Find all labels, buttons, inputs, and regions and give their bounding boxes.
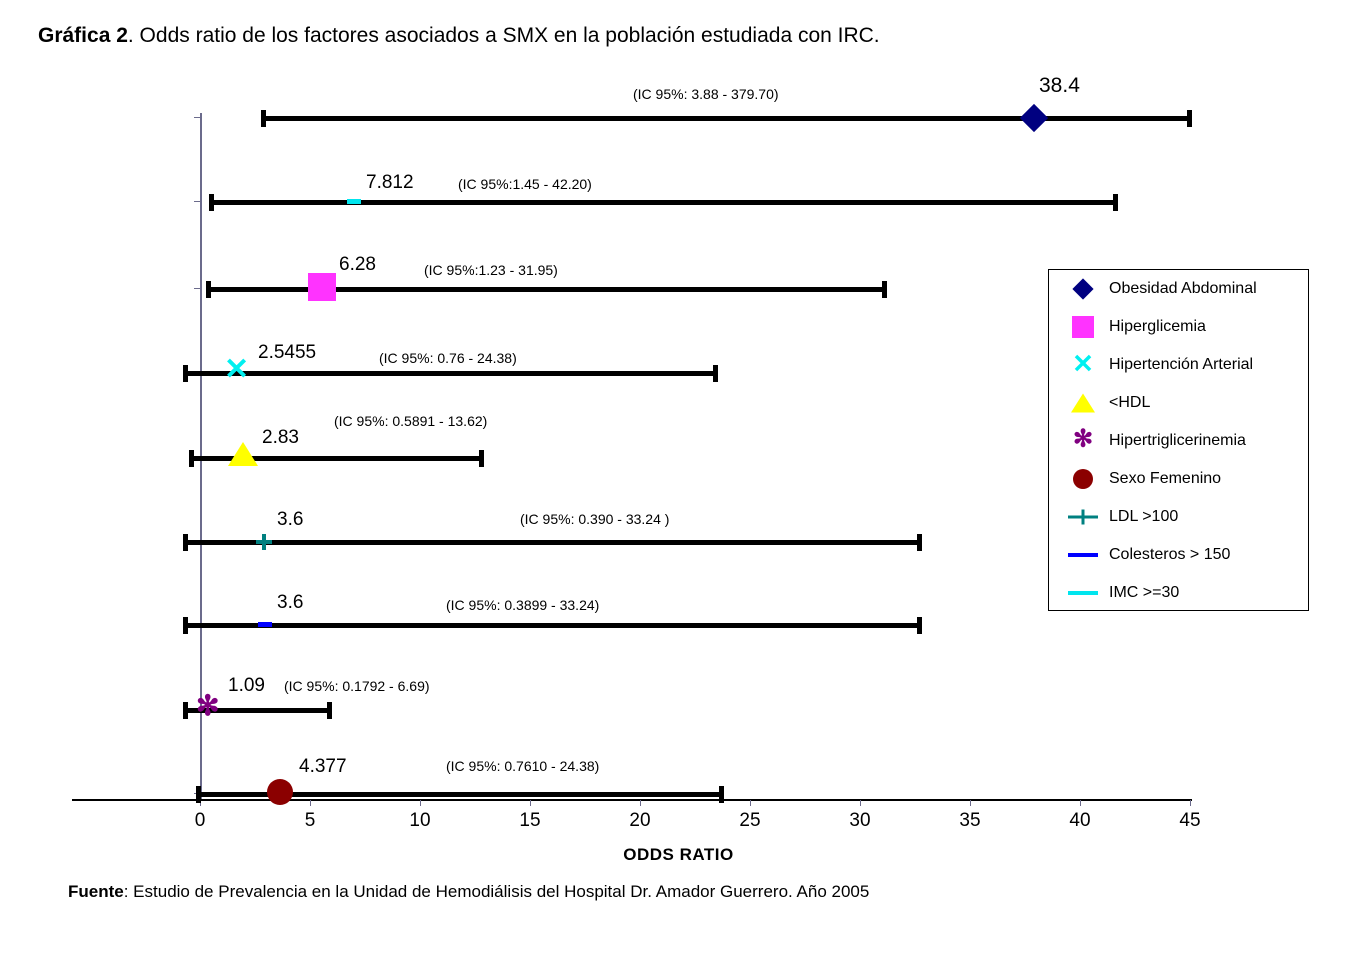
ci-label: (IC 95%: 0.5891 - 13.62) <box>334 413 488 429</box>
x-axis-title: ODDS RATIO <box>623 845 734 864</box>
y-axis-tick <box>194 288 201 289</box>
circle-icon <box>1057 460 1109 498</box>
x-tick-label: 20 <box>629 810 651 831</box>
ci-cap-low <box>206 281 211 298</box>
ci-cap-high <box>479 450 484 467</box>
ci-cap-high <box>917 534 922 551</box>
value-label: 4.377 <box>299 756 347 777</box>
ci-cap-low <box>196 786 201 803</box>
x-axis-tick <box>1190 800 1191 806</box>
x-axis-tick <box>420 800 421 806</box>
value-label: 1.09 <box>228 675 265 696</box>
x-axis-tick <box>970 800 971 806</box>
x-tick-label: 5 <box>304 810 316 831</box>
legend-item-label: Hipertención Arterial <box>1109 356 1254 373</box>
value-label: 3.6 <box>277 509 304 530</box>
ci-cap-low <box>183 365 188 382</box>
x-tick-label: 15 <box>519 810 541 831</box>
marker-star-icon: ✻ <box>196 690 220 721</box>
ci-cap-high <box>327 702 332 719</box>
x-axis-tick <box>310 800 311 806</box>
x-tick-label: 0 <box>194 810 206 831</box>
value-label: 6.28 <box>339 254 376 275</box>
source-note-bold: Fuente <box>68 882 124 901</box>
legend-item-hdl <box>1049 384 1308 422</box>
ci-line <box>209 200 1116 205</box>
page-title-rest: . Odds ratio de los factores asociados a SMX en la población estudiada con IRC. <box>127 24 880 47</box>
legend-item-label: Colesteros > 150 <box>1109 546 1231 563</box>
ci-cap-high <box>882 281 887 298</box>
legend-item-label: LDL >100 <box>1109 508 1179 525</box>
x-tick-label: 45 <box>1179 810 1201 831</box>
ci-cap-low <box>183 702 188 719</box>
marker-triangle-icon <box>228 442 258 466</box>
legend-item-sexo-femenino <box>1049 460 1308 498</box>
triangle-icon <box>1057 384 1109 422</box>
legend-item-label: Hiperglicemia <box>1109 318 1206 335</box>
ci-line <box>261 116 1192 121</box>
x-axis-tick <box>1080 800 1081 806</box>
line-icon <box>1057 536 1109 574</box>
page-title-bold: Gráfica 2 <box>38 24 128 47</box>
y-axis-tick <box>194 201 201 202</box>
ci-cap-low <box>189 450 194 467</box>
marker-x-icon: ✕ <box>224 353 250 386</box>
ci-label: (IC 95%:1.45 - 42.20) <box>458 176 592 192</box>
x-axis-tick <box>750 800 751 806</box>
ci-cap-high <box>713 365 718 382</box>
y-axis-tick <box>194 117 201 118</box>
value-label: 2.5455 <box>258 342 317 363</box>
ci-cap-high <box>1187 110 1192 127</box>
ci-label: (IC 95%:1.23 - 31.95) <box>424 262 558 278</box>
value-label: 2.83 <box>262 427 299 448</box>
legend-item-hiperglicemia <box>1049 308 1308 346</box>
legend-item-hipertriglicerinemia <box>1049 422 1308 460</box>
star-icon: ✻ <box>1072 425 1094 453</box>
ci-label: (IC 95%: 0.390 - 33.24 ) <box>520 511 670 527</box>
marker-plus-icon-vertical <box>262 534 266 550</box>
ci-label: (IC 95%: 0.3899 - 33.24) <box>446 597 600 613</box>
square-icon <box>1057 308 1109 346</box>
marker-dash-icon <box>258 622 272 627</box>
x-tick-label: 10 <box>409 810 431 831</box>
ci-cap-low <box>183 534 188 551</box>
value-label: 3.6 <box>277 592 304 613</box>
x-tick-label: 30 <box>849 810 871 831</box>
x-axis-line <box>72 799 1192 801</box>
ci-cap-low <box>261 110 266 127</box>
ci-cap-high <box>917 617 922 634</box>
legend-item-obesidad-abdominal <box>1049 270 1308 308</box>
legend-item-hipertencion-arterial <box>1049 346 1308 384</box>
x-tick-label: 25 <box>739 810 761 831</box>
ci-line <box>183 623 920 628</box>
legend <box>1048 269 1309 611</box>
x-axis-tick <box>860 800 861 806</box>
ci-cap-high <box>719 786 724 803</box>
legend-item-label: <HDL <box>1109 394 1151 411</box>
legend-item-imc <box>1049 574 1308 612</box>
legend-item-label: Obesidad Abdominal <box>1109 280 1257 297</box>
legend-item-label: Sexo Femenino <box>1109 470 1222 487</box>
ci-label: (IC 95%: 0.7610 - 24.38) <box>446 758 600 774</box>
diamond-icon <box>1057 270 1109 308</box>
legend-item-ldl <box>1049 498 1308 536</box>
x-axis-tick <box>530 800 531 806</box>
marker-diamond-icon <box>1020 104 1048 132</box>
plus-icon <box>1057 498 1109 536</box>
x-axis-tick <box>640 800 641 806</box>
ci-cap-high <box>1113 194 1118 211</box>
line-icon <box>1057 574 1109 612</box>
legend-item-label: Hipertriglicerinemia <box>1109 432 1246 449</box>
x-tick-label: 40 <box>1069 810 1091 831</box>
x-tick-label: 35 <box>959 810 981 831</box>
source-note <box>68 882 869 902</box>
legend-item-colesterol <box>1049 536 1308 574</box>
marker-dash-icon <box>347 199 361 204</box>
ci-label: (IC 95%: 3.88 - 379.70) <box>633 86 779 102</box>
ci-line <box>183 540 920 545</box>
source-note-rest: : Estudio de Prevalencia en la Unidad de Hemodiálisis del Hospital Dr. Amador Guerrero. Año 2005 <box>123 882 870 901</box>
x-icon: ✕ <box>1072 348 1094 379</box>
legend-item-label: IMC >=30 <box>1109 584 1180 601</box>
ci-cap-low <box>183 617 188 634</box>
ci-line <box>183 371 716 376</box>
value-label: 7.812 <box>366 172 414 193</box>
marker-square-icon <box>308 273 336 301</box>
ci-label: (IC 95%: 0.76 - 24.38) <box>379 350 517 366</box>
value-label: 38.4 <box>1039 74 1080 97</box>
marker-circle-icon <box>267 779 293 805</box>
ci-cap-low <box>209 194 214 211</box>
ci-label: (IC 95%: 0.1792 - 6.69) <box>284 678 430 694</box>
